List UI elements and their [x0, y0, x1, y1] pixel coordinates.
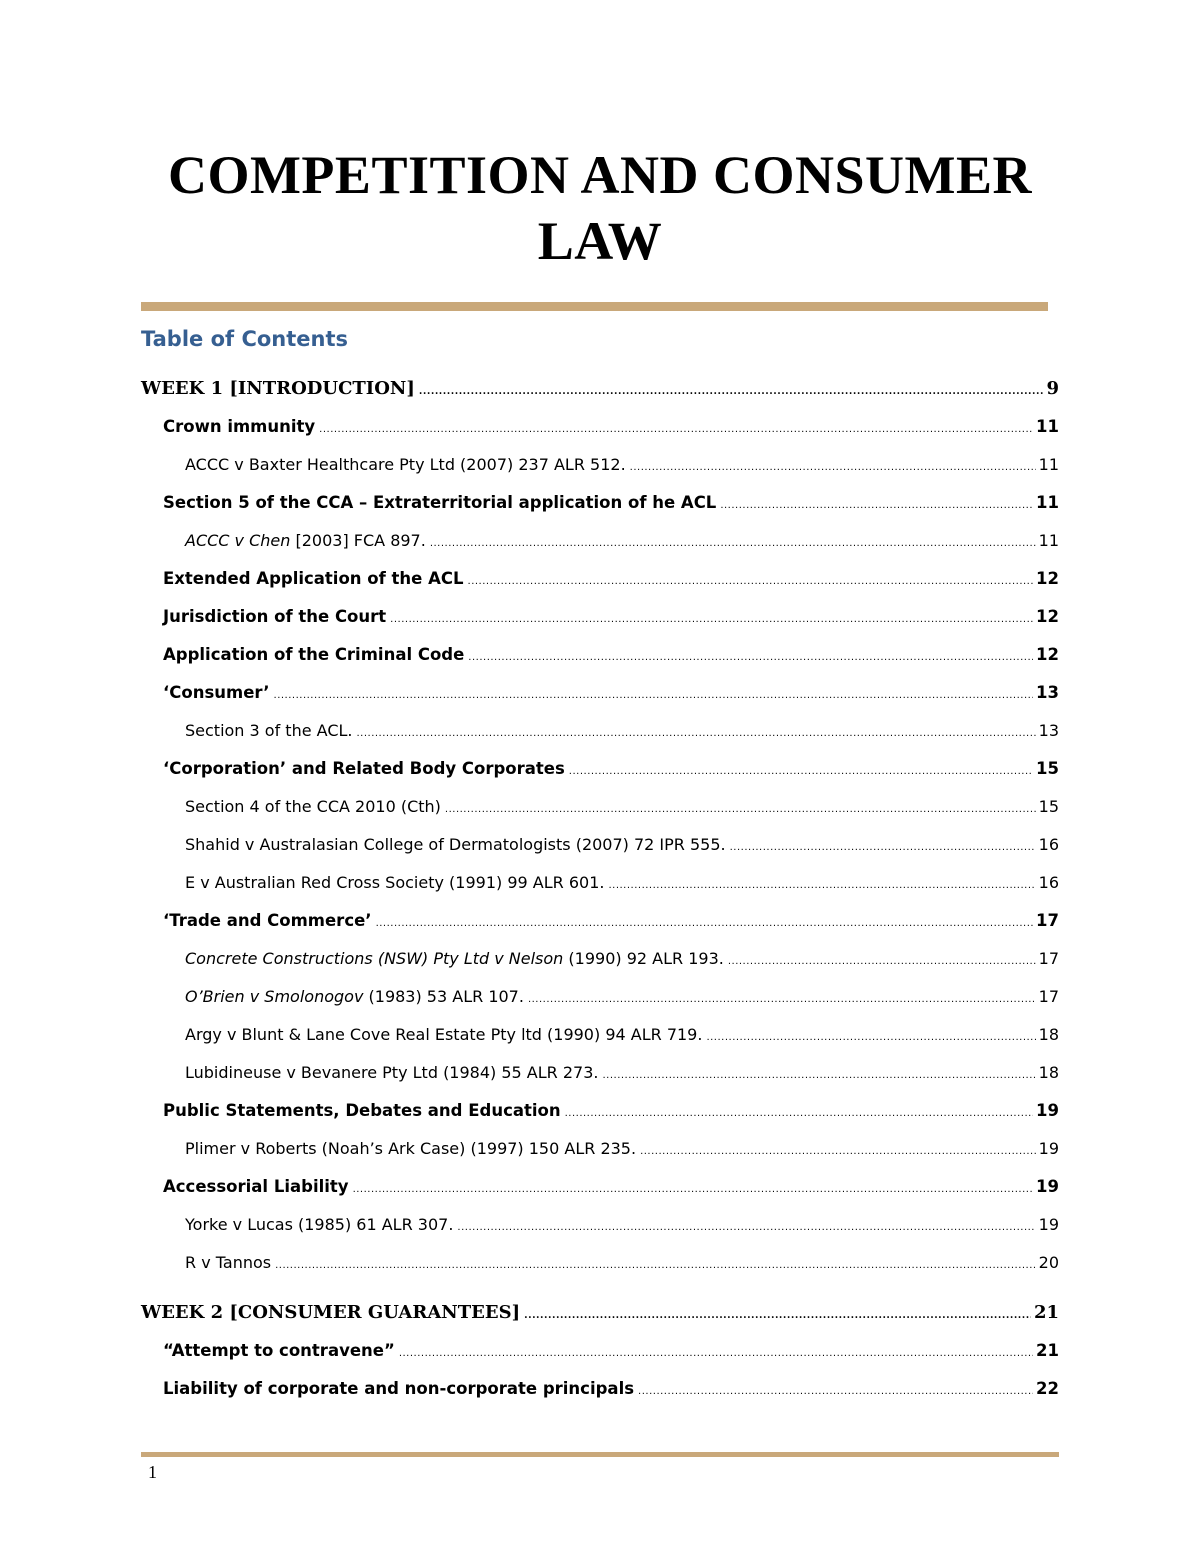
toc-dot-leader — [730, 831, 1036, 865]
toc-dot-leader — [356, 717, 1035, 751]
toc-entry-label: Argy v Blunt & Lane Cove Real Estate Pty ltd (1990) 94 ALR 719. — [185, 1025, 703, 1044]
toc-entry[interactable] — [141, 372, 1059, 410]
toc-entry-page: 17 — [1038, 987, 1059, 1006]
toc-entry-label: Lubidineuse v Bevanere Pty Ltd (1984) 55 ALR 273. — [185, 1063, 599, 1082]
toc-entry-page: 16 — [1038, 873, 1059, 892]
toc-entry[interactable] — [141, 1296, 1059, 1334]
toc-entry-page: 19 — [1036, 1101, 1059, 1120]
toc-entry-page: 17 — [1038, 949, 1059, 968]
toc-entry[interactable] — [141, 866, 1059, 904]
title-divider — [141, 302, 1048, 311]
toc-entry[interactable] — [141, 1246, 1059, 1284]
toc-entry[interactable] — [141, 638, 1059, 676]
toc-entry-page: 18 — [1038, 1063, 1059, 1082]
toc-entry[interactable] — [141, 790, 1059, 828]
toc-dot-leader — [608, 869, 1035, 903]
toc-entry[interactable] — [141, 1372, 1059, 1410]
toc-heading: Table of Contents — [141, 327, 349, 351]
toc-entry-label: Accessorial Liability — [163, 1177, 349, 1196]
toc-entry-page: 17 — [1036, 911, 1059, 930]
document-title: COMPETITION AND CONSUMER LAW — [167, 145, 1033, 271]
toc-entry-label: Public Statements, Debates and Education — [163, 1101, 561, 1120]
toc-entry-label: Crown immunity — [163, 417, 316, 436]
toc-entry-page: 16 — [1038, 835, 1059, 854]
toc-entry-label: Section 5 of the CCA – Extraterritorial application of he ACL — [163, 493, 717, 512]
toc-entry-label: Application of the Criminal Code — [163, 645, 465, 664]
toc-entry-label — [185, 980, 524, 1014]
toc-entry-label — [185, 524, 426, 558]
toc-entry[interactable] — [141, 1018, 1059, 1056]
toc-entry-citation: (1983) 53 ALR 107. — [368, 987, 524, 1006]
toc-entry[interactable] — [141, 562, 1059, 600]
toc-dot-leader — [457, 1211, 1035, 1245]
toc-entry-page: 18 — [1038, 1025, 1059, 1044]
toc-entry[interactable] — [141, 904, 1059, 942]
toc-dot-leader — [565, 1097, 1033, 1131]
toc-dot-leader — [319, 413, 1033, 447]
table-of-contents — [141, 372, 1059, 1410]
toc-entry-label: ‘Corporation’ and Related Body Corporates — [163, 759, 565, 778]
toc-entry[interactable] — [141, 980, 1059, 1018]
toc-entry[interactable] — [141, 676, 1059, 714]
toc-entry-label: Extended Application of the ACL — [163, 569, 464, 588]
toc-entry-label: Jurisdiction of the Court — [163, 607, 387, 626]
toc-entry-label: Section 3 of the ACL. — [185, 721, 353, 740]
toc-dot-leader — [468, 641, 1033, 675]
toc-entry[interactable] — [141, 1170, 1059, 1208]
toc-entry-page: 11 — [1038, 455, 1059, 474]
toc-entry-label: “Attempt to contravene” — [163, 1341, 395, 1360]
toc-entry-citation: [2003] FCA 897. — [295, 531, 426, 550]
page-number: 1 — [148, 1462, 157, 1482]
toc-dot-leader — [274, 679, 1034, 713]
toc-entry-page: 15 — [1036, 759, 1059, 778]
toc-entry-page: 19 — [1036, 1177, 1059, 1196]
toc-entry-citation: (1990) 92 ALR 193. — [568, 949, 724, 968]
toc-entry-page: 19 — [1038, 1139, 1059, 1158]
toc-dot-leader — [706, 1021, 1035, 1055]
toc-entry-label: WEEK 2 [CONSUMER GUARANTEES] — [141, 1302, 521, 1323]
toc-entry-page: 11 — [1038, 531, 1059, 550]
toc-entry[interactable] — [141, 524, 1059, 562]
toc-dot-leader — [275, 1249, 1036, 1283]
toc-entry-label: ACCC v Baxter Healthcare Pty Ltd (2007) 237 ALR 512. — [185, 455, 626, 474]
toc-entry-page: 15 — [1038, 797, 1059, 816]
toc-dot-leader — [390, 603, 1033, 637]
toc-dot-leader — [602, 1059, 1035, 1093]
toc-dot-leader — [353, 1173, 1033, 1207]
toc-entry-label: ‘Consumer’ — [163, 683, 270, 702]
toc-dot-leader — [524, 1299, 1031, 1333]
toc-entry[interactable] — [141, 752, 1059, 790]
toc-entry-label — [185, 942, 724, 976]
toc-entry[interactable] — [141, 1132, 1059, 1170]
toc-entry-page: 9 — [1046, 378, 1059, 399]
toc-entry-page: 21 — [1033, 1302, 1059, 1323]
toc-entry-label: Plimer v Roberts (Noah’s Ark Case) (1997) 150 ALR 235. — [185, 1139, 637, 1158]
toc-entry-label: R v Tannos — [185, 1253, 272, 1272]
toc-entry[interactable] — [141, 1208, 1059, 1246]
toc-entry-label: Liability of corporate and non-corporate principals — [163, 1379, 635, 1398]
toc-entry-page: 12 — [1036, 569, 1059, 588]
toc-entry-page: 11 — [1036, 417, 1059, 436]
toc-entry[interactable] — [141, 714, 1059, 752]
toc-entry-page: 13 — [1038, 721, 1059, 740]
toc-entry[interactable] — [141, 1094, 1059, 1132]
toc-dot-leader — [569, 755, 1033, 789]
footer-divider — [141, 1452, 1059, 1457]
toc-dot-leader — [630, 451, 1036, 485]
toc-entry[interactable] — [141, 828, 1059, 866]
toc-dot-leader — [376, 907, 1033, 941]
toc-entry-case-name: Concrete Constructions (NSW) Pty Ltd v Nelson — [185, 949, 564, 968]
toc-dot-leader — [720, 489, 1033, 523]
toc-dot-leader — [399, 1337, 1033, 1371]
toc-entry-page: 21 — [1036, 1341, 1059, 1360]
toc-entry-case-name: ACCC v Chen — [185, 531, 291, 550]
toc-entry[interactable] — [141, 1334, 1059, 1372]
toc-entry-label: WEEK 1 [INTRODUCTION] — [141, 378, 415, 399]
toc-entry-page: 20 — [1038, 1253, 1059, 1272]
toc-entry-page: 13 — [1036, 683, 1059, 702]
toc-entry-label: E v Australian Red Cross Society (1991) 99 ALR 601. — [185, 873, 605, 892]
toc-entry[interactable] — [141, 600, 1059, 638]
toc-entry-page: 22 — [1036, 1379, 1059, 1398]
toc-entry-page: 11 — [1036, 493, 1059, 512]
toc-entry[interactable] — [141, 410, 1059, 448]
toc-dot-leader — [468, 565, 1034, 599]
toc-dot-leader — [528, 983, 1036, 1017]
toc-entry[interactable] — [141, 1056, 1059, 1094]
toc-dot-leader — [638, 1375, 1033, 1409]
toc-entry-label: Yorke v Lucas (1985) 61 ALR 307. — [185, 1215, 454, 1234]
toc-dot-leader — [728, 945, 1036, 979]
toc-entry-page: 12 — [1036, 645, 1059, 664]
toc-entry[interactable] — [141, 486, 1059, 524]
toc-entry-label: Shahid v Australasian College of Dermatologists (2007) 72 IPR 555. — [185, 835, 726, 854]
toc-entry-label: ‘Trade and Commerce’ — [163, 911, 372, 930]
toc-dot-leader — [445, 793, 1036, 827]
toc-dot-leader — [430, 527, 1036, 561]
toc-dot-leader — [419, 375, 1044, 409]
toc-entry-label: Section 4 of the CCA 2010 (Cth) — [185, 797, 441, 816]
toc-dot-leader — [640, 1135, 1036, 1169]
toc-entry-case-name: O’Brien v Smolonogov — [185, 987, 364, 1006]
toc-entry[interactable] — [141, 942, 1059, 980]
toc-entry[interactable] — [141, 448, 1059, 486]
toc-entry-page: 12 — [1036, 607, 1059, 626]
toc-entry-page: 19 — [1038, 1215, 1059, 1234]
